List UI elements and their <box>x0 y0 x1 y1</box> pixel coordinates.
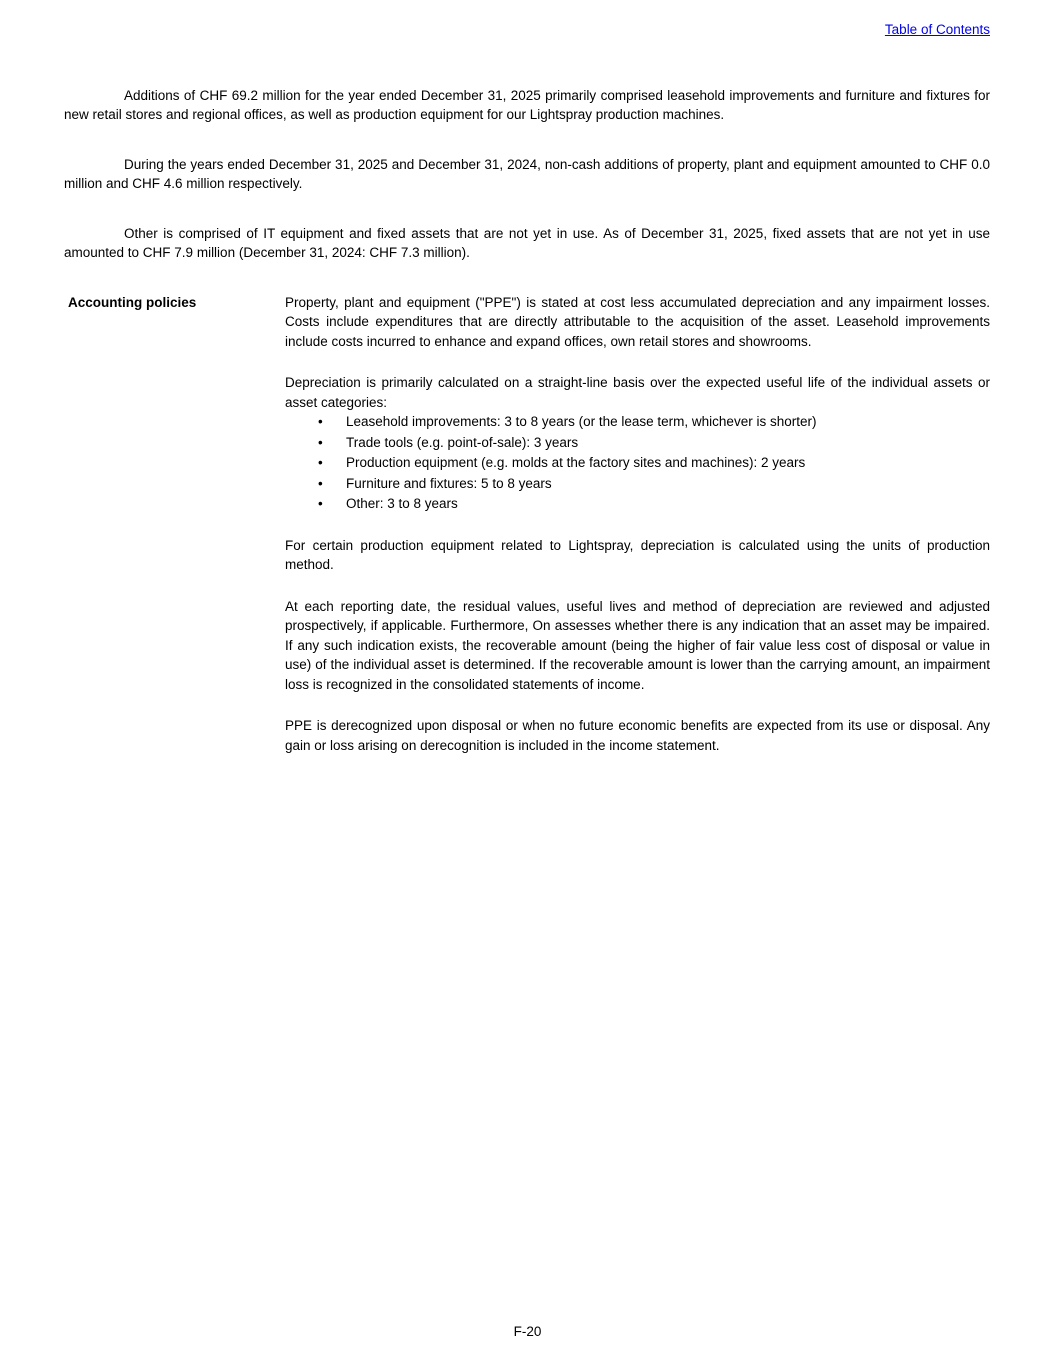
list-item <box>285 433 990 454</box>
policy-paragraph-derecognition: PPE is derecognized upon disposal or when no future economic benefits are expected from its use or disposal. Any gain or loss arising on derecognition is included in the income statement. <box>285 718 990 753</box>
bullet-icon: • <box>318 434 323 450</box>
policy-paragraph-units-of-production: For certain production equipment related to Lightspray, depreciation is calculated using the units of production method. <box>285 537 990 572</box>
page-number: F-20 <box>513 1323 542 1339</box>
depreciation-categories-list <box>285 412 990 515</box>
table-of-contents-link[interactable]: Table of Contents <box>884 22 990 37</box>
bullet-icon: • <box>318 475 323 491</box>
bullet-icon: • <box>318 414 323 429</box>
list-item-text: Trade tools (e.g. point-of-sale): 3 years <box>346 434 579 450</box>
policy-paragraph-depreciation-intro: Depreciation is primarily calculated on a straight-line basis over the expected useful life of the individual assets or asset categories: <box>285 375 990 410</box>
list-item-text: Leasehold improvements: 3 to 8 years (or the lease term, whichever is shorter) <box>346 414 817 429</box>
paragraph-additions: Additions of CHF 69.2 million for the year ended December 31, 2025 primarily comprised leasehold improvements and furniture and fixtures for new retail stores and regional offices, as well as production equipment for our Lightspray production machines. <box>64 87 990 122</box>
policy-paragraph-impairment: At each reporting date, the residual values, useful lives and method of depreciation are reviewed and adjusted prospectively, if applicable. Furthermore, On assesses whether there is any indication that an asset may be impaired. If any such indication exists, the recoverable amount (being the higher of fair value less cost of disposal or value in use) of the individual asset is determined. If the recoverable amount is lower than the carrying amount, an impairment loss is recognized in the consolidated statements of income. <box>285 598 990 692</box>
accounting-policies-body <box>285 293 990 778</box>
list-item <box>285 494 990 515</box>
policy-paragraph-ppe-cost: Property, plant and equipment ("PPE") is stated at cost less accumulated depreciation and any impairment losses. Costs include expenditures that are directly attributable to the acquisition of the asset. Leasehold improvements include costs incurred to enhance and expand offices, own retail stores and showrooms. <box>285 294 990 349</box>
accounting-policies-label: Accounting policies <box>68 294 197 310</box>
bullet-icon: • <box>318 496 323 511</box>
accounting-policies-section <box>64 293 990 778</box>
list-item <box>285 453 990 474</box>
paragraph-other-assets: Other is comprised of IT equipment and fixed assets that are not yet in use. As of December 31, 2025, fixed assets that are not yet in use amounted to CHF 7.9 million (December 31, 2024: CHF 7.3 million). <box>64 225 990 260</box>
bullet-icon: • <box>318 455 323 470</box>
list-item <box>285 474 990 495</box>
list-item-text: Furniture and fixtures: 5 to 8 years <box>346 475 552 491</box>
list-item <box>285 412 990 433</box>
toc-row <box>64 20 990 40</box>
paragraph-noncash-additions: During the years ended December 31, 2025 and December 31, 2024, non-cash additions of property, plant and equipment amounted to CHF 0.0 million and CHF 4.6 million respectively. <box>64 156 990 191</box>
list-item-text: Production equipment (e.g. molds at the factory sites and machines): 2 years <box>346 455 806 470</box>
list-item-text: Other: 3 to 8 years <box>346 496 458 511</box>
